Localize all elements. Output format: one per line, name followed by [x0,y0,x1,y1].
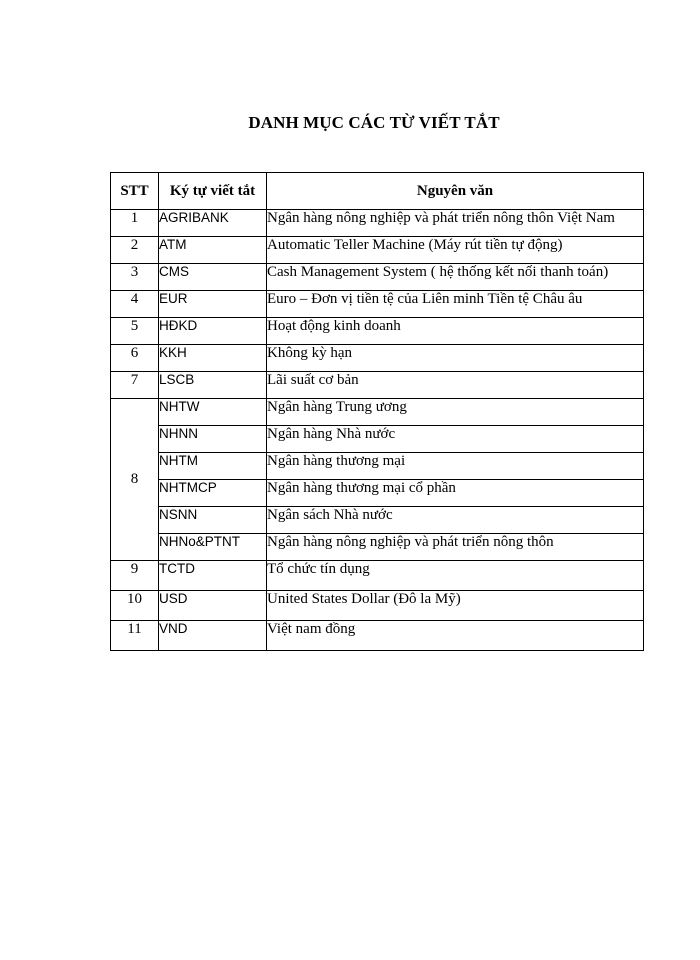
table-row [111,264,644,291]
meaning-cell: Việt nam đồng [267,621,644,651]
stt-cell: 4 [111,291,159,318]
abbreviation-cell: NHTM [159,453,267,480]
stt-cell-merged: 8 [111,399,159,561]
table-row [111,561,644,591]
table-row [111,426,644,453]
meaning-cell: Ngân hàng Nhà nước [267,426,644,453]
page-title: DANH MỤC CÁC TỪ VIẾT TẮT [248,113,500,132]
header-abbreviation: Ký tự viết tắt [159,173,267,210]
abbreviation-cell: NSNN [159,507,267,534]
stt-cell: 6 [111,345,159,372]
table-row [111,237,644,264]
meaning-cell: Cash Management System ( hệ thống kết nối thanh toán) [267,264,644,291]
abbreviation-cell: KKH [159,345,267,372]
meaning-cell: Euro – Đơn vị tiền tệ của Liên minh Tiền tệ Châu âu [267,291,644,318]
stt-cell: 1 [111,210,159,237]
table-row [111,480,644,507]
table-row [111,210,644,237]
header-full-text: Nguyên văn [267,173,644,210]
abbreviation-cell: NHTMCP [159,480,267,507]
stt-cell: 3 [111,264,159,291]
stt-cell: 9 [111,561,159,591]
table-row [111,345,644,372]
table-row [111,621,644,651]
abbreviation-table [110,172,644,651]
stt-cell: 10 [111,591,159,621]
table-row [111,399,644,426]
table-row [111,453,644,480]
stt-cell: 7 [111,372,159,399]
meaning-cell: Tổ chức tín dụng [267,561,644,591]
abbreviation-cell: NHTW [159,399,267,426]
abbreviation-cell: NHNo&PTNT [159,534,267,561]
abbreviation-cell: HĐKD [159,318,267,345]
abbreviation-cell: NHNN [159,426,267,453]
abbreviation-cell: CMS [159,264,267,291]
meaning-cell: Ngân hàng thương mại [267,453,644,480]
meaning-cell: United States Dollar (Đô la Mỹ) [267,591,644,621]
abbreviation-cell: AGRIBANK [159,210,267,237]
stt-cell: 11 [111,621,159,651]
table-row [111,372,644,399]
meaning-cell: Ngân hàng Trung ương [267,399,644,426]
abbreviation-cell: VND [159,621,267,651]
stt-cell: 5 [111,318,159,345]
meaning-cell: Ngân hàng thương mại cổ phần [267,480,644,507]
meaning-cell: Hoạt động kinh doanh [267,318,644,345]
meaning-cell: Không kỳ hạn [267,345,644,372]
meaning-cell: Lãi suất cơ bản [267,372,644,399]
table-row [111,318,644,345]
abbreviation-cell: ATM [159,237,267,264]
meaning-cell: Ngân hàng nông nghiệp và phát triển nông thôn Việt Nam [267,210,644,237]
abbreviation-cell: LSCB [159,372,267,399]
stt-cell: 2 [111,237,159,264]
meaning-cell: Ngân hàng nông nghiệp và phát triển nông thôn [267,534,644,561]
meaning-cell: Ngân sách Nhà nước [267,507,644,534]
table-row [111,534,644,561]
table-row [111,591,644,621]
table-row [111,507,644,534]
header-stt: STT [111,173,159,210]
abbreviation-cell: TCTD [159,561,267,591]
table-row [111,291,644,318]
abbreviation-cell: EUR [159,291,267,318]
meaning-cell: Automatic Teller Machine (Máy rút tiền tự động) [267,237,644,264]
abbreviation-cell: USD [159,591,267,621]
